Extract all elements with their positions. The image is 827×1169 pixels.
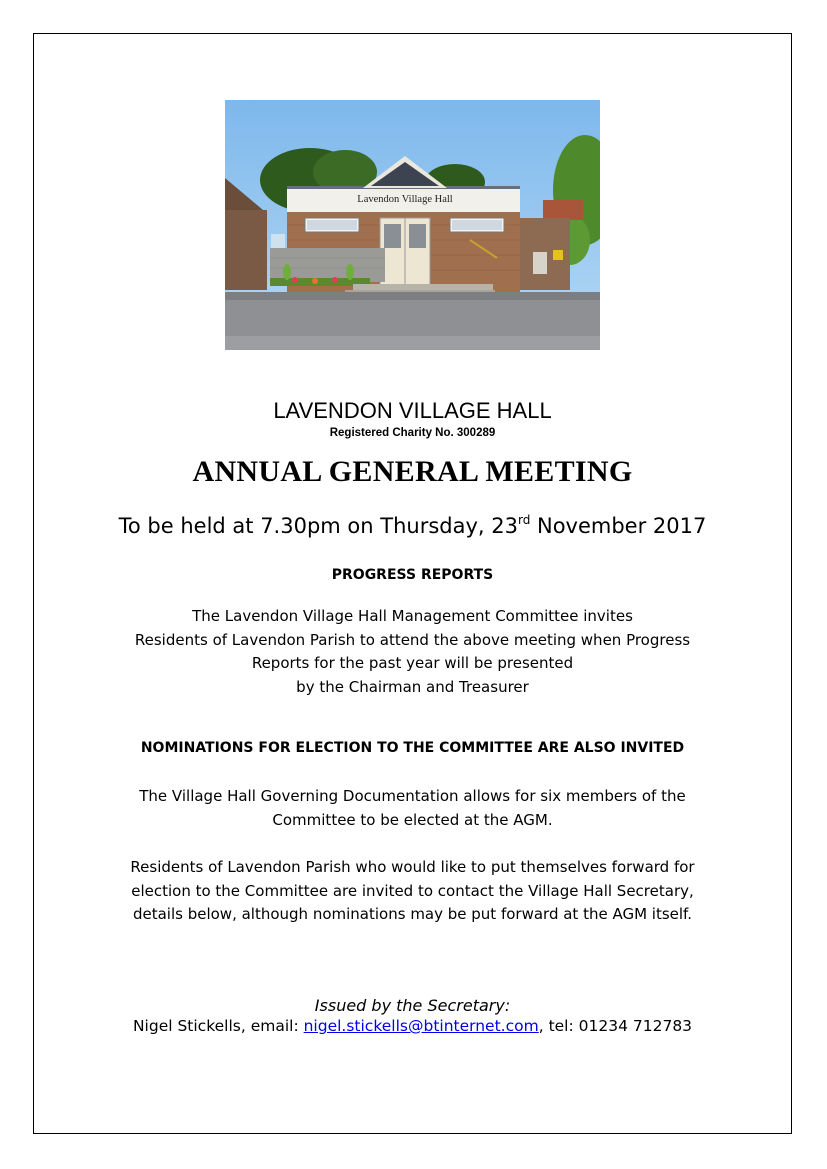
nominations-line: Committee to be elected at the AGM.: [272, 810, 553, 829]
nominations-line: details below, although nominations may be put forward at the AGM itself.: [132, 905, 693, 923]
nominations-heading: NOMINATIONS FOR ELECTION TO THE COMMITTEE ARE ALSO INVITED: [140, 740, 685, 756]
village-hall-photo: [225, 100, 600, 350]
progress-line: The Lavendon Village Hall Management Committee invites: [192, 607, 633, 625]
meeting-date-suffix: November 2017: [530, 514, 707, 538]
nominations-line: election to the Committee are invited to contact the Village Hall Secretary,: [131, 881, 694, 900]
meeting-title: ANNUAL GENERAL MEETING: [192, 455, 633, 488]
progress-line: by the Chairman and Treasurer: [296, 677, 529, 696]
secretary-tel: , tel: 01234 712783: [538, 1017, 693, 1035]
secretary-contact: [34, 1017, 791, 1035]
nominations-paragraph-1: [34, 785, 791, 832]
meeting-date-ordinal: rd: [517, 513, 531, 527]
hall-sign-text: Lavendon Village Hall: [357, 194, 453, 205]
issued-by: Issued by the Secretary:: [314, 996, 511, 1015]
secretary-name: Nigel Stickells, email:: [132, 1017, 304, 1035]
charity-number: Registered Charity No. 300289: [329, 427, 496, 439]
meeting-date: [34, 513, 791, 538]
nominations-line: The Village Hall Governing Documentation allows for six members of the: [139, 787, 686, 805]
hall-title: LAVENDON VILLAGE HALL: [273, 398, 552, 423]
progress-line: Reports for the past year will be presented: [251, 654, 574, 672]
nominations-paragraph-2: [34, 856, 791, 927]
progress-heading: PROGRESS REPORTS: [331, 567, 494, 583]
secretary-email-link[interactable]: nigel.stickells@btinternet.com: [303, 1017, 539, 1035]
nominations-line: Residents of Lavendon Parish who would like to put themselves forward for: [130, 858, 695, 876]
meeting-date-prefix: To be held at 7.30pm on Thursday, 23: [118, 514, 518, 538]
progress-line: Residents of Lavendon Parish to attend the above meeting when Progress: [134, 630, 691, 649]
progress-paragraph: [34, 605, 791, 699]
